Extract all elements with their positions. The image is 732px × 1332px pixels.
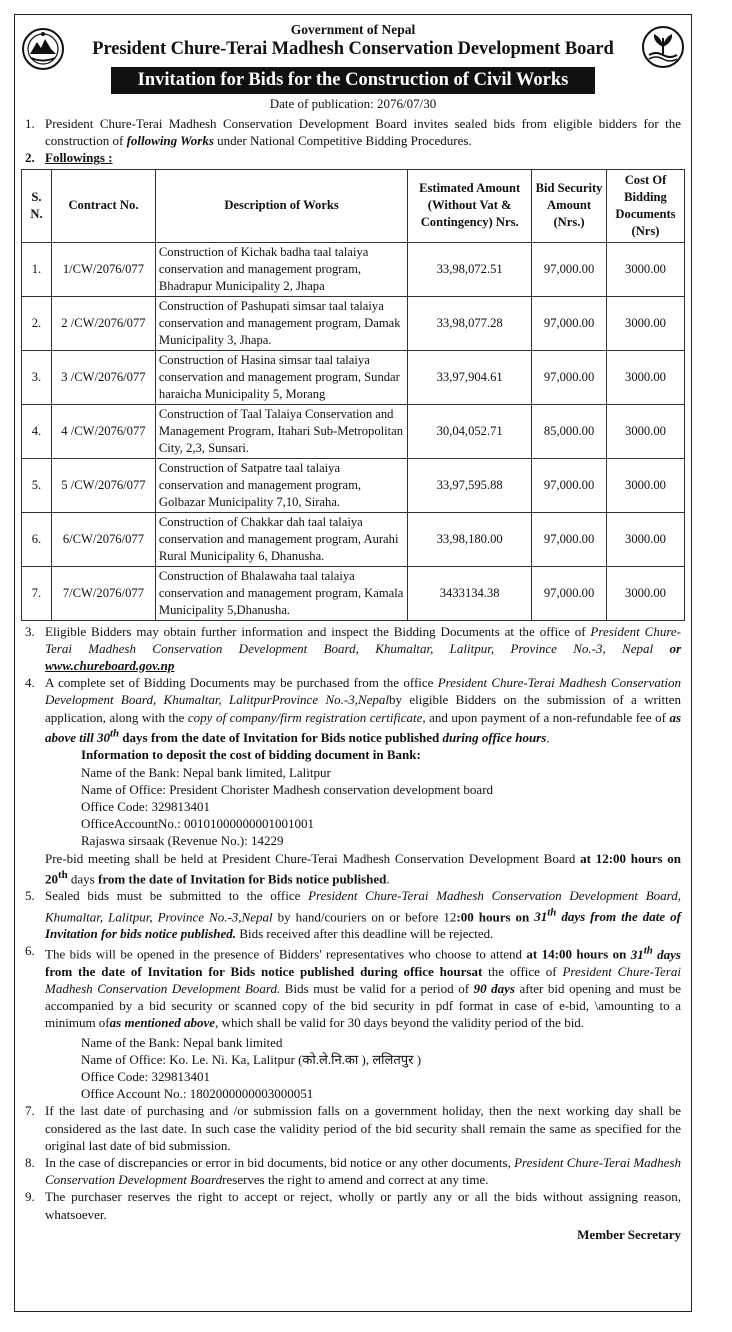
row-bid-security: 97,000.00 xyxy=(532,512,607,566)
row-contract-no: 2 /CW/2076/077 xyxy=(51,296,155,350)
clause-6-text-l: , which shall be valid for 30 days beyond the validity period of the bid. xyxy=(215,1015,585,1031)
clause-number: 8. xyxy=(25,1155,35,1171)
clause-4-office-hours: during office hours xyxy=(442,730,547,746)
clause-8-text-a: In the case of discrepancies or error in bid documents, bid notice or any other documents, xyxy=(45,1155,515,1171)
clause-8-text-c: reserves the right to amend and correct at any time. xyxy=(222,1172,489,1188)
row-document-cost: 3000.00 xyxy=(607,242,685,296)
works-table xyxy=(21,169,685,621)
table-row xyxy=(22,242,685,296)
prebid-sup: th xyxy=(58,868,68,881)
notice-header xyxy=(15,15,691,110)
clause-6-days: days xyxy=(652,946,681,962)
clause-6-text-f: the office of xyxy=(482,963,563,979)
clause-text: The purchaser reserves the right to accept or reject, wholly or partly any or all the bids without assigning reason, whatsoever. xyxy=(45,1189,681,1222)
table-row xyxy=(22,350,685,404)
clause-number: 7. xyxy=(25,1103,35,1119)
bank-line: Office Code: 329813401 xyxy=(81,798,211,814)
clause-5-text-g: Bids received after this deadline will be rejected. xyxy=(236,926,494,942)
clause-text xyxy=(45,887,681,942)
clause-5 xyxy=(25,887,681,942)
clause-4 xyxy=(25,674,681,887)
row-estimated-amount: 33,98,077.28 xyxy=(408,296,532,350)
row-sn: 5. xyxy=(22,458,52,512)
clause-6-amount: as mentioned above xyxy=(109,1015,216,1031)
bank-line: Office Account No.: 1802000000003000051 xyxy=(81,1086,314,1102)
row-bid-security: 85,000.00 xyxy=(532,404,607,458)
clause-8-office: President Chure-Terai Madhesh Conservation Development Board xyxy=(45,1155,681,1188)
table-row xyxy=(22,296,685,350)
clause-3-office: President Chure-Terai Madhesh Conservation Development Board, Khumaltar, Lalitpur, Province No.-3, Nepal xyxy=(45,623,682,656)
row-document-cost: 3000.00 xyxy=(607,512,685,566)
clause-5-office: President Chure-Terai Madhesh Conservation Development Board, Khumaltar, Lalitpur, Province No.-3,Nepal xyxy=(45,888,681,924)
row-description: Construction of Taal Talaiya Conservation and Management Program, Itahari Sub-Metropolitan City, 2,3, Sunsari. xyxy=(155,404,407,458)
clause-number: 9. xyxy=(25,1189,35,1205)
clause-6-text-a: The bids will be opened in the presence of Bidders' representatives who choose to attend xyxy=(45,946,527,962)
row-contract-no: 7/CW/2076/077 xyxy=(51,566,155,620)
clause-7 xyxy=(25,1102,681,1154)
clause-6-validity: 90 days xyxy=(473,980,515,996)
publication-date: Date of publication: 2076/07/30 xyxy=(269,96,437,111)
row-sn: 1. xyxy=(22,242,52,296)
clause-text xyxy=(45,674,681,887)
row-bid-security: 97,000.00 xyxy=(532,566,607,620)
row-document-cost: 3000.00 xyxy=(607,566,685,620)
clause-2 xyxy=(25,149,681,166)
clause-4-fee-sup: th xyxy=(110,727,120,740)
table-row xyxy=(22,458,685,512)
row-sn: 2. xyxy=(22,296,52,350)
clause-4-fee: as above till 30 xyxy=(45,709,681,746)
clause-9 xyxy=(25,1188,681,1222)
bank-line: Name of Office: President Chorister Madhesh conservation development board xyxy=(81,781,494,797)
row-bid-security: 97,000.00 xyxy=(532,350,607,404)
clause-2-label: Followings : xyxy=(45,150,113,166)
clause-1-works: following Works xyxy=(126,133,214,149)
clause-4-text-i: . xyxy=(546,730,550,746)
row-estimated-amount: 33,98,072.51 xyxy=(408,242,532,296)
clause-4-text-g: days from the date of Invitation for Bids notice published xyxy=(119,730,443,746)
header-estimated-amount: Estimated Amount (Without Vat & Contingency) Nrs. xyxy=(408,169,532,242)
row-description: Construction of Bhalawaha taal talaiya conservation and management program, Kamala Municipality 5,Dhanusha. xyxy=(155,566,407,620)
row-contract-no: 5 /CW/2076/077 xyxy=(51,458,155,512)
clause-5-day-sup: th xyxy=(547,906,557,919)
notice-frame xyxy=(14,14,692,1312)
signature: Member Secretary xyxy=(577,1226,681,1242)
row-estimated-amount: 33,97,904.61 xyxy=(408,350,532,404)
clause-8 xyxy=(25,1154,681,1188)
clause-6-day: 31 xyxy=(630,946,644,962)
prebid-meeting xyxy=(45,850,681,888)
clause-1-text-a: President Chure-Terai Madhesh Conservation Development Board invites sealed bids from eligible bidders for the construction of xyxy=(45,116,681,149)
prebid-text-c: days xyxy=(67,871,98,887)
bank-line: Name of the Bank: Nepal bank limited, Lalitpur xyxy=(81,764,331,780)
prebid-text-a: Pre-bid meeting shall be held at President Chure-Terai Madhesh Conservation Development Board xyxy=(45,850,581,866)
row-description: Construction of Satpatre taal talaiya conservation and management program, Golbazar Municipality 7,10, Siraha. xyxy=(155,458,407,512)
clause-4-text-e: , and upon payment of a non-refundable fee of xyxy=(422,709,670,725)
clause-number: 6. xyxy=(25,943,35,959)
row-bid-security: 97,000.00 xyxy=(532,296,607,350)
clause-text xyxy=(45,942,681,1102)
bank-line: OfficeAccountNo.: 00101000000001001001 xyxy=(81,816,315,832)
row-document-cost: 3000.00 xyxy=(607,296,685,350)
bank-info-2 xyxy=(45,1032,681,1103)
clause-number: 1. xyxy=(25,116,35,131)
clause-5-day: 31 xyxy=(534,908,548,924)
header-cost-of-documents: Cost Of Bidding Documents (Nrs) xyxy=(607,169,685,242)
header-contract-no: Contract No. xyxy=(51,169,155,242)
table-row xyxy=(22,566,685,620)
clause-3-or: or xyxy=(653,640,681,656)
row-document-cost: 3000.00 xyxy=(607,458,685,512)
row-description: Construction of Hasina simsar taal talaiya conservation and management program, Sundar haraicha Municipality 5, Morang xyxy=(155,350,407,404)
row-contract-no: 4 /CW/2076/077 xyxy=(51,404,155,458)
clause-text xyxy=(45,623,681,675)
clause-6-text-j: after bid opening and must be accompanied by a bid security or scanned copy of the bid security in pdf format in case of e-bid, \amounting to a minimum of xyxy=(45,980,681,1031)
notice-body xyxy=(25,115,681,1243)
row-description: Construction of Kichak badha taal talaiya conservation and management program, Bhadrapur Municipality 2, Jhapa xyxy=(155,242,407,296)
clause-text xyxy=(45,115,681,149)
clause-6 xyxy=(25,942,681,1102)
row-contract-no: 6/CW/2076/077 xyxy=(51,512,155,566)
row-sn: 6. xyxy=(22,512,52,566)
clause-5-text-a: Sealed bids must be submitted to the office xyxy=(45,888,309,904)
row-document-cost: 3000.00 xyxy=(607,350,685,404)
bank-line: Office Code: 329813401 xyxy=(81,1069,211,1084)
row-estimated-amount: 33,97,595.88 xyxy=(408,458,532,512)
clause-number: 2. xyxy=(25,150,35,166)
prebid-text-e: . xyxy=(386,871,390,887)
table-row xyxy=(22,404,685,458)
clause-1 xyxy=(25,115,681,149)
row-description: Construction of Pashupati simsar taal talaiya conservation and management program, Damak Municipality 3, Jhapa. xyxy=(155,296,407,350)
row-contract-no: 1/CW/2076/077 xyxy=(51,242,155,296)
clause-text xyxy=(45,1154,681,1188)
row-sn: 4. xyxy=(22,404,52,458)
header-description: Description of Works xyxy=(155,169,407,242)
clause-1-text-c: under National Competitive Bidding Procedures. xyxy=(213,133,472,149)
table-row xyxy=(22,512,685,566)
bank-info-title: Information to deposit the cost of bidding document in Bank: xyxy=(81,747,421,763)
notice-title: Invitation for Bids for the Construction of Civil Works xyxy=(111,67,595,94)
prebid-text-d: from the date of Invitation for Bids notice published xyxy=(97,871,387,887)
clause-4-office: President Chure-Terai Madhesh Conservation Development Board, Khumaltar, LalitpurProvince No.-3,Nepal xyxy=(45,675,681,708)
row-estimated-amount: 33,98,180.00 xyxy=(408,512,532,566)
row-sn: 7. xyxy=(22,566,52,620)
header-sn: S. N. xyxy=(22,169,52,242)
clause-4-text-c: by eligible Bidders on the submission of a written application, along with the xyxy=(45,692,681,725)
clause-text: If the last date of purchasing and /or submission falls on a government holiday, then the next working day shall be considered as the last date. In such case the validity period of the bid security shall remain the same as specified for the original last date of bid submission. xyxy=(45,1103,681,1153)
row-contract-no: 3 /CW/2076/077 xyxy=(51,350,155,404)
row-description: Construction of Chakkar dah taal talaiya conservation and management program, Aurahi Rural Municipality 6, Dhanusha. xyxy=(155,512,407,566)
government-line: Government of Nepal xyxy=(290,22,416,37)
row-document-cost: 3000.00 xyxy=(607,404,685,458)
clause-number: 4. xyxy=(25,675,35,691)
row-sn: 3. xyxy=(22,350,52,404)
board-name: President Chure-Terai Madhesh Conservation Development Board xyxy=(92,39,614,59)
clause-number: 3. xyxy=(25,623,35,639)
bank-line: Name of the Bank: Nepal bank limited xyxy=(81,1034,283,1050)
clause-number: 5. xyxy=(25,888,35,904)
prebid-time: at 12:00 hours on 20 xyxy=(45,850,681,887)
clause-3-text-a: Eligible Bidders may obtain further information and inspect the Bidding Documents at the office of xyxy=(45,623,591,639)
board-logo-icon xyxy=(641,25,685,69)
header-bid-security: Bid Security Amount (Nrs.) xyxy=(532,169,607,242)
clause-4-text-a: A complete set of Bidding Documents may be purchased from the office xyxy=(45,675,438,691)
clause-6-text-e: from the date of Invitation for Bids notice published during office hoursat xyxy=(45,963,483,979)
clause-6-office: President Chure-Terai Madhesh Conservation Development Board. xyxy=(45,963,681,996)
website-link[interactable]: www.chureboard.gov.np xyxy=(45,658,175,674)
bank-line: Name of Office: Ko. Le. Ni. Ka, Lalitpur (को.ले.नि.का ), ललितपुर ) xyxy=(81,1051,422,1067)
clause-5-deadline: days from the date of Invitation for bids notice published. xyxy=(45,908,681,942)
row-bid-security: 97,000.00 xyxy=(532,242,607,296)
bank-line: Rajaswa sirsaak (Revenue No.): 14229 xyxy=(81,833,284,849)
clause-4-certificate: copy of company/firm registration certificate xyxy=(187,709,423,725)
clause-6-text-h: Bids must be valid for a period of xyxy=(280,980,474,996)
clause-6-day-sup: th xyxy=(643,944,653,957)
clause-3 xyxy=(25,623,681,675)
row-estimated-amount: 3433134.38 xyxy=(408,566,532,620)
clause-5-time: :00 hours on xyxy=(456,908,535,924)
clause-6-time: at 14:00 hours on xyxy=(526,946,631,962)
clause-5-text-c: by hand/couriers on or before 12 xyxy=(272,908,457,924)
bank-info-1 xyxy=(45,746,681,849)
row-estimated-amount: 30,04,052.71 xyxy=(408,404,532,458)
row-bid-security: 97,000.00 xyxy=(532,458,607,512)
